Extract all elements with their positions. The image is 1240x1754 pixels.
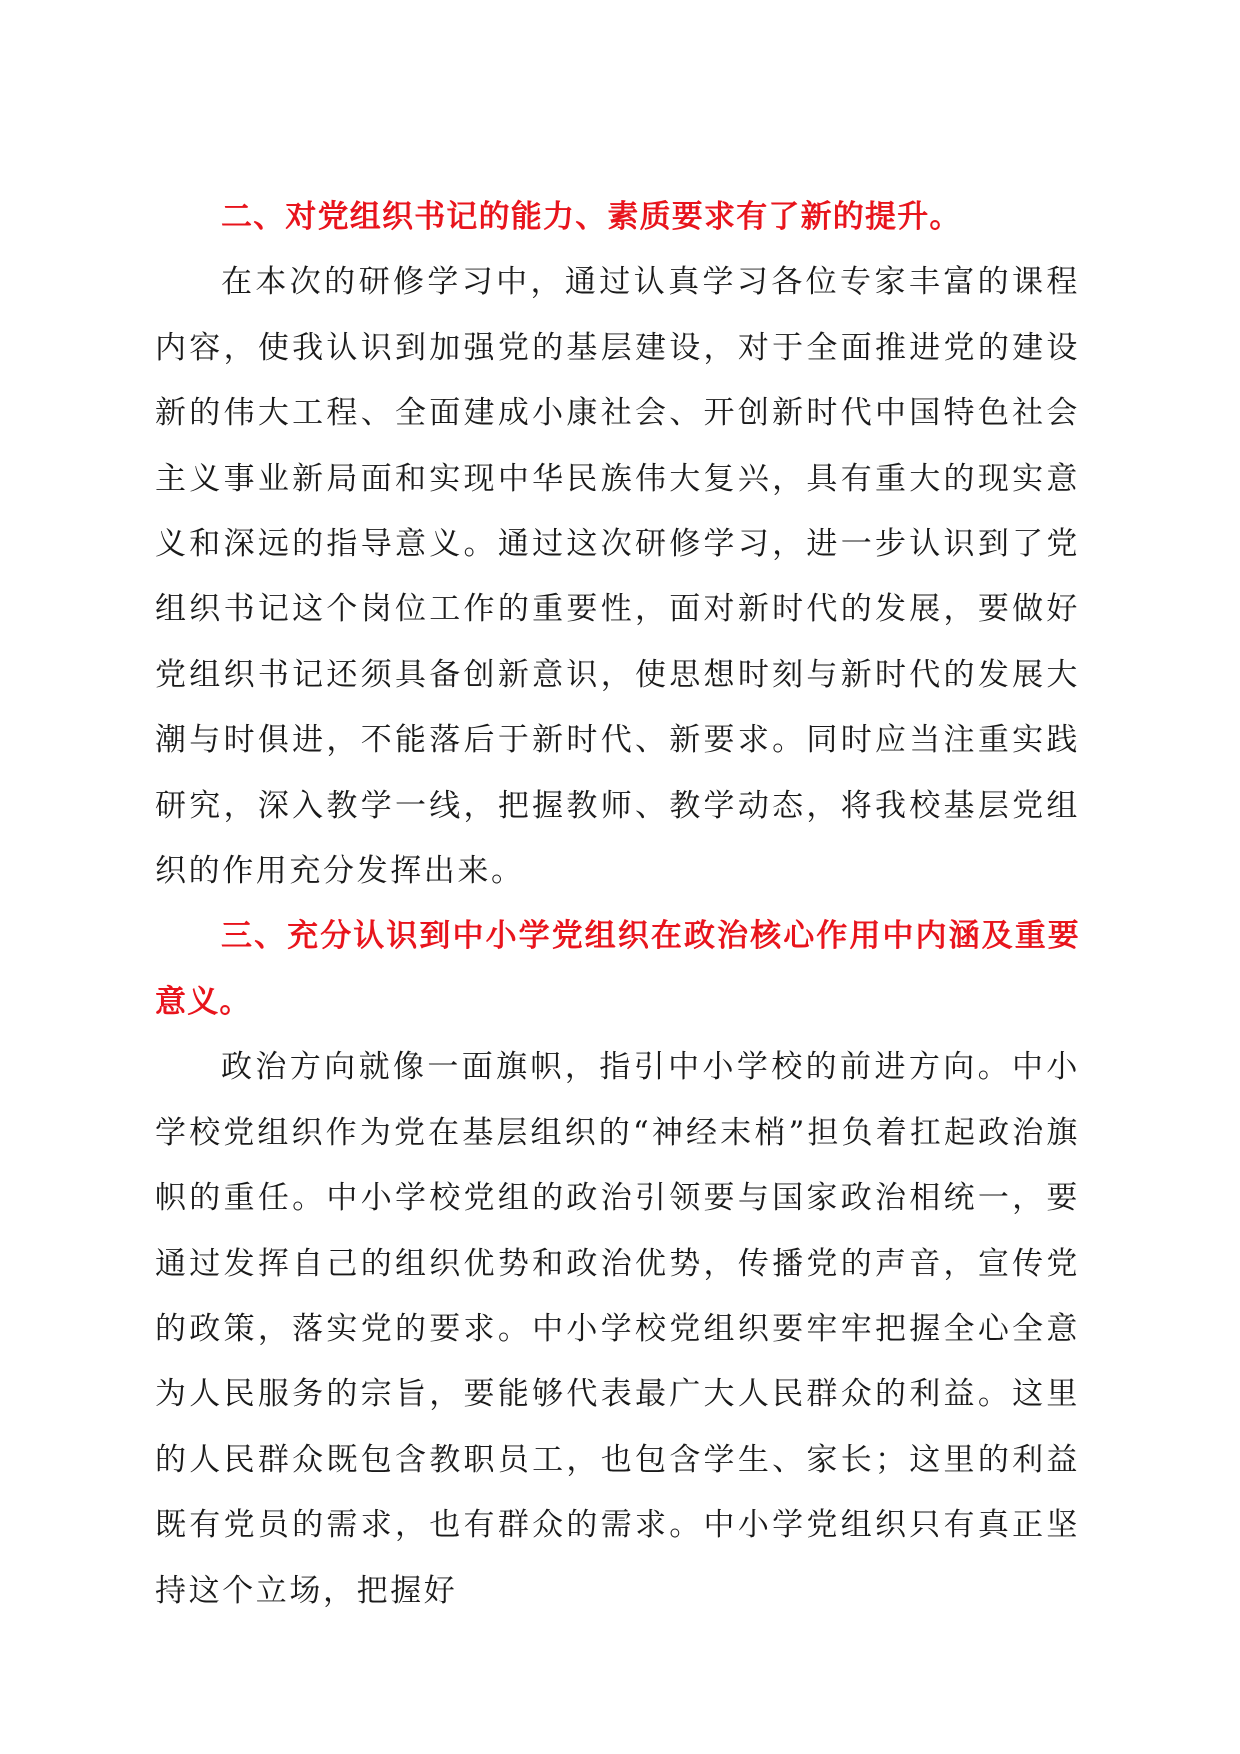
section-heading-three: 三、充分认识到中小学党组织在政治核心作用中内涵及重要意义。 [155, 918, 1080, 1020]
section-heading-two: 二、对党组织书记的能力、素质要求有了新的提升。 [221, 199, 962, 235]
section-three-paragraph: 政治方向就像一面旗帜，指引中小学校的前进方向。中小学校党组织作为党在基层组织的“神经末梢”担负着扛起政治旗帜的重任。中小学校党组的政治引领要与国家政治相统一，要通过发挥自己的组织优势和政治优势，传播党的声音，宣传党的政策，落实党的要求。中小学校党组织要牢牢把握全心全意为人民服务的宗旨，要能够代表最广大人民群众的利益。这里的人民群众既包含教职员工，也包含学生、家长；这里的利益既有党员的需求，也有群众的需求。中小学党组织只有真正坚持这个立场，把握好 [155, 1049, 1080, 1609]
document-body [155, 185, 1080, 1624]
section-two-paragraph: 在本次的研修学习中，通过认真学习各位专家丰富的课程内容，使我认识到加强党的基层建设，对于全面推进党的建设新的伟大工程、全面建成小康社会、开创新时代中国特色社会主义事业新局面和实现中华民族伟大复兴，具有重大的现实意义和深远的指导意义。通过这次研修学习，进一步认识到了党组织书记这个岗位工作的重要性，面对新时代的发展，要做好党组织书记还须具备创新意识，使思想时刻与新时代的发展大潮与时俱进，不能落后于新时代、新要求。同时应当注重实践研究，深入教学一线，把握教师、教学动态，将我校基层党组织的作用充分发挥出来。 [155, 264, 1080, 890]
